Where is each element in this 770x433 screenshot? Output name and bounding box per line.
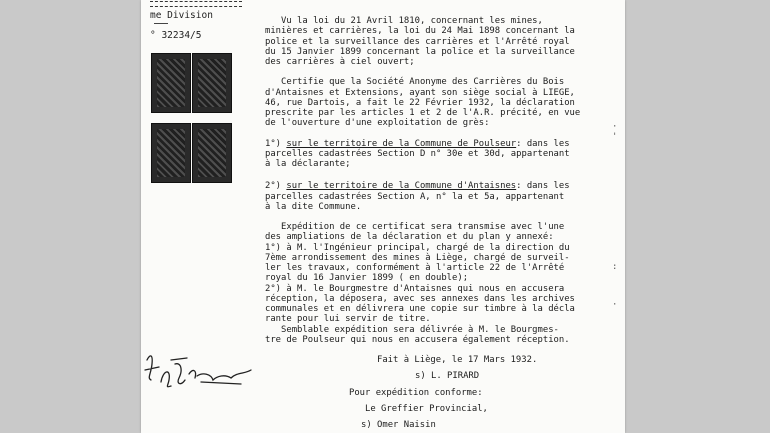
paragraph-poulseur (265, 139, 601, 170)
text-line: Certifie que la Société Anonyme des Carrières du Bois (265, 77, 565, 88)
revenue-stamp-4 (192, 123, 232, 183)
text-line: 46, rue Dartois, a fait le 22 Février 1932, la déclaration (265, 97, 575, 108)
certificate-body (265, 16, 601, 430)
text-line: des carrières à ciel ouvert; (265, 57, 415, 67)
signature-pirard: s) L. PIRARD (415, 371, 480, 382)
margin-mark: · (612, 300, 618, 310)
margin-mark: : (612, 262, 618, 272)
place-date: Fait à Liège, le 17 Mars 1932. (377, 355, 538, 365)
text-line: parcelles cadastrées Section A, n° la et 5a, appartenant (265, 191, 565, 202)
paragraph-antaisnes (265, 181, 601, 212)
reference-number: ° 32234/5 (150, 30, 202, 41)
margin-mark: ' (612, 132, 618, 142)
division-label: me Division (150, 10, 213, 21)
document-page (141, 0, 625, 433)
text-line: Semblable expédition sera délivrée à M. le Bourgmes- (265, 324, 559, 335)
text-line: de l'ouverture d'une exploitation de grès: (265, 118, 490, 129)
revenue-stamp-2 (192, 53, 232, 113)
text-line: à la dite Commune. (265, 201, 362, 212)
text-line: parcelles cadastrées Section D n° 30e et 30d, appartenant (265, 148, 570, 159)
header-dash (154, 23, 168, 24)
text-line: communales et en délivrera une copie sur timbre à la décla (265, 304, 575, 314)
conforme-line: Pour expédition conforme: (349, 387, 483, 398)
text-line: des ampliations de la déclaration et du plan y annexé: (265, 232, 554, 243)
text-line: Vu la loi du 21 Avril 1810, concernant les mines, (265, 16, 543, 26)
text-line: 1°) à M. l'Ingénieur principal, chargé de la direction du (265, 242, 570, 253)
text-line: 1°) sur le territoire de la Commune de Poulseur: dans les (265, 138, 570, 149)
greffier-line: Le Greffier Provincial, (365, 403, 488, 414)
underlined-territory: sur le territoire de la Commune de Poulseur (286, 138, 517, 149)
text-line: royal du 16 Janvier 1899 ( en double); (265, 273, 469, 284)
text-line: 2°) à M. le Bourgmestre d'Antaisnes qui nous en accusera (265, 283, 565, 294)
text-line: 7ème arrondissement des mines à Liège, chargé de surveil- (265, 252, 570, 263)
text-line: du 15 Janvier 1899 concernant la police et la surveillance (265, 46, 575, 57)
handwritten-annotation (141, 350, 256, 396)
revenue-stamp-3 (151, 123, 191, 183)
margin-mark: · (612, 122, 618, 132)
signature-greffier: s) Omer Naisin (361, 420, 436, 430)
text-line: tre de Poulseur qui nous en accusera également réception. (265, 334, 570, 345)
text-line: d'Antaisnes et Extensions, ayant son siège social à LIEGE, (265, 87, 575, 98)
text-line: prescrite par les articles 1 et 2 de l'A.R. précité, en vue (265, 108, 581, 118)
paragraph-expedition (265, 222, 601, 345)
text-line: réception, la déposera, avec ses annexes dans les archives (265, 293, 575, 304)
header-rule (150, 1, 242, 7)
paragraph-certification (265, 77, 601, 128)
text-line: Expédition de ce certificat sera transmise avec l'une (265, 222, 565, 232)
text-line: minières et carrières, la loi du 24 Mai 1898 concernant la (265, 26, 575, 37)
text-line: rante pour lui servir de titre. (265, 314, 431, 325)
paragraph-legal-basis (265, 16, 601, 67)
text-line: police et la surveillance des carrières et l'Arrêté royal (265, 36, 570, 47)
revenue-stamp-1 (151, 53, 191, 113)
underlined-territory: sur le territoire de la Commune d'Antaisnes (286, 181, 517, 192)
text-line: ler les travaux, conformément à l'article 22 de l'Arrêté (265, 263, 565, 273)
text-line: 2°) sur le territoire de la Commune d'Antaisnes: dans les (265, 181, 570, 192)
text-line: à la déclarante; (265, 159, 351, 169)
